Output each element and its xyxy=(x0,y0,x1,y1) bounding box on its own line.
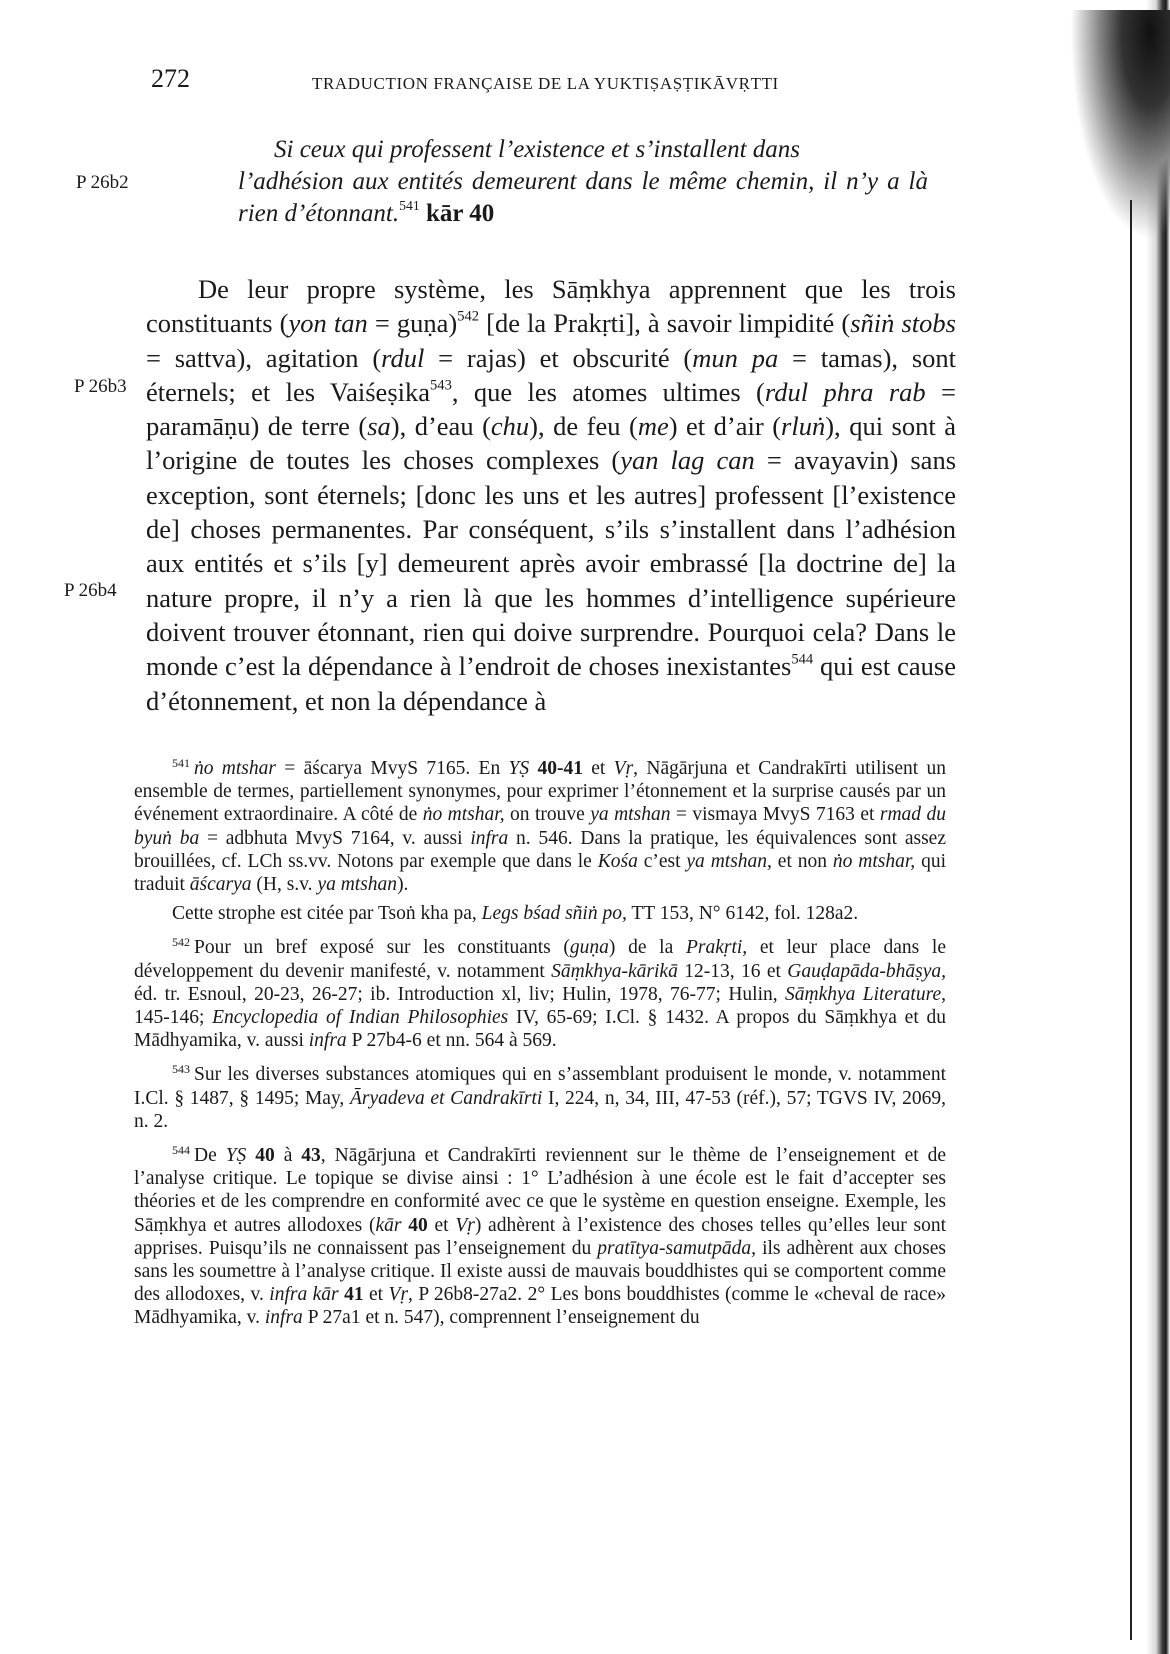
footnote-543: $^{543}$ Sur les diverses substances atomiques qui en s’assemblant produisent le monde, v. notamment I.Cl. § 1487, § 1495; May, Āryadeva et Candrakīrti I, 224, n, 34, III, 47-53 (réf.), 57; TGVS IV, 2069, n. 2. xyxy=(134,1062,946,1132)
margin-ref-26b3: P 26b3 xyxy=(74,376,127,397)
binding-edge-line xyxy=(1130,200,1132,1640)
page-number: 272 xyxy=(151,64,190,93)
karika-label: kār 40 xyxy=(425,200,495,227)
footnote-ref: 544 xyxy=(791,651,814,668)
binding-dark-spot xyxy=(1070,10,1170,240)
margin-ref-26b4: P 26b4 xyxy=(64,580,117,601)
verse-karika-40 xyxy=(238,134,928,230)
footnote-ref: 542 xyxy=(457,308,480,325)
main-text xyxy=(146,272,956,718)
footnote-544: $^{544}$ De YṢ 40 à 43, Nāgārjuna et Candrakīrti reviennent sur le thème de l’enseignement et de l’analyse critique. Le topique se divise ainsi : 1° L’adhésion à une école est le fait d’accepter ses théories et de les comprendre en conformité avec ce que le système en question enseigne. Exemple, les Sāṃkhya et autres allodoxes (kār 40 et Vṛ) adhèrent à l’existence des choses telles qu’elles leur sont apprises. Puisqu’ils ne connaissent pas l’enseignement du pratītya-samutpāda, ils adhèrent aux choses sans les soumettre à l’analyse critique. Il existe aussi de mauvais bouddhistes qui se comportent comme des allodoxes, v. infra kār 41 et Vṛ, P 26b8-27a2. 2° Les bons bouddhistes (comme le «cheval de race» Mādhyamika, v. infra P 27a1 et n. 547), comprennent l’enseignement du xyxy=(134,1143,947,1329)
footnote-541: $^{541}$ ṅo mtshar = āścarya MvyS 7165. En YṢ 40-41 et Vṛ, Nāgārjuna et Candrakīrti utilisent un ensemble de termes, partiellement synonymes, pour exprimer l’étonnement et la surprise causés par un événement extraordinaire. A côté de ṅo mtshar, on trouve ya mtshan = vismaya MvyS 7163 et rmad du byuṅ ba = adbhuta MvyS 7164, v. aussi infra n. 546. Dans la pratique, les équivalences sont assez brouillées, cf. LCh ss.vv. Notons par exemple que dans le Kośa c’est ya mtshan, et non ṅo mtshar, qui traduit āścarya (H, s.v. ya mtshan). xyxy=(134,756,947,896)
main-paragraph: De leur propre système, les Sāṃkhya apprennent que les trois constituants (yon tan = guṇa)$^{542}$ [de la Prakṛti], à savoir limpidité (sñiṅ stobs = sattva), agitation (rdul = rajas) et obscurité (mun pa = tamas), sont éternels; et les Vaiśeṣika$^{543}$, que les atomes ultimes (rdul phra rab = paramāṇu) de terre (sa), d’eau (chu), de feu (me) et d’air (rluṅ), qui sont à l’origine de toutes les choses complexes (yan lag can = avayavin) sans exception, sont éternels; [donc les uns et les autres] professent [l’existence de] choses permanentes. Par conséquent, s’ils s’installent dans l’adhésion aux entités et s’ils [y] demeurent après avoir embrassé [la doctrine de] la nature propre, il n’y a rien là que les hommes d’intelligence supérieure doivent trouver étonnant, rien qui doive surprendre. Pourquoi cela? Dans le monde c’est la dépendance à l’endroit de choses inexistantes$^{544}$ qui est cause d’étonnement, et non la dépendance à xyxy=(146,274,957,716)
footnote-ref: 543 xyxy=(430,377,452,394)
footnote-542: $^{542}$ Pour un bref exposé sur les constituants (guṇa) de la Prakṛti, et leur place dans le développement du devenir manifesté, v. notamment Sāṃkhya-kārikā 12-13, 16 et Gauḍapāda-bhāṣya, éd. tr. Esnoul, 20-23, 26-27; ib. Introduction xl, liv; Hulin, 1978, 76-77; Hulin, Sāṃkhya Literature, 145-146; Encyclopedia of Indian Philosophies IV, 65-69; I.Cl. § 1432. A propos du Sāṃkhya et du Mādhyamika, v. aussi infra P 27b4-6 et nn. 564 à 569. xyxy=(134,935,946,1052)
footnote-541-continued: Cette strophe est citée par Tsoṅ kha pa, Legs bśad sñiṅ po, TT 153, N° 6142, fol. 128a2. xyxy=(172,903,859,925)
footnotes xyxy=(134,752,946,1336)
verse-line: a là rien d’étonnant. xyxy=(238,168,928,227)
verse-line: Si ceux qui professent l’existence et s’installent dans xyxy=(274,136,801,163)
margin-ref-26b2: P 26b2 xyxy=(76,172,129,193)
book-binding-shadow xyxy=(1106,0,1170,1654)
running-title: TRADUCTION FRANÇAISE DE LA YUKTIṢAṢṬIKĀVṚTTI xyxy=(312,74,779,93)
verse-line: l’adhésion aux entités demeurent dans le même chemin, il n’y xyxy=(238,168,879,195)
footnote-ref: 541 xyxy=(399,198,420,213)
